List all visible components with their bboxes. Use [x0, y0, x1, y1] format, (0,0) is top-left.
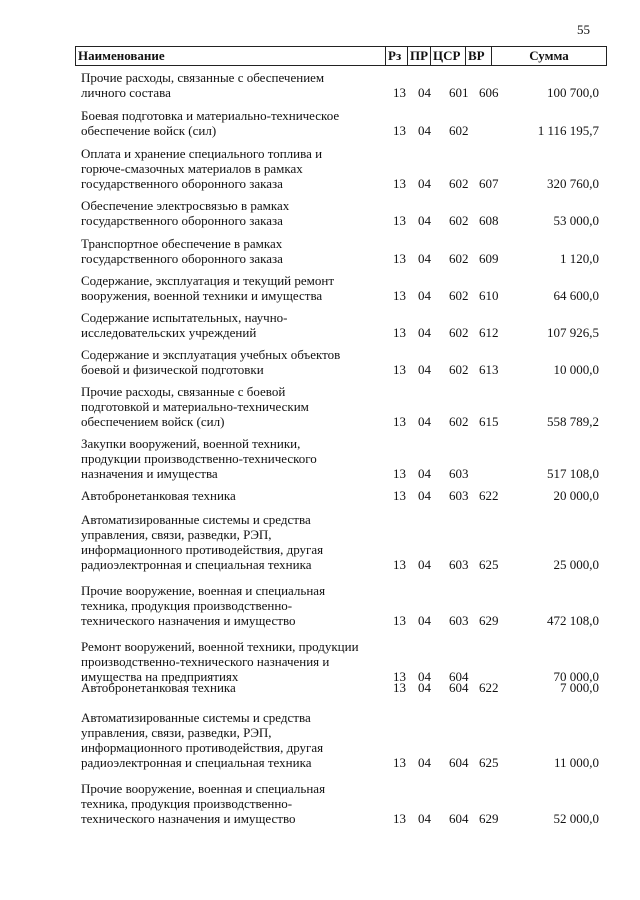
- row-rz: 13: [393, 811, 406, 826]
- row-rz: 13: [393, 488, 406, 503]
- row-name: Закупки вооружений, военной техники, продукции производственно-технического назначения и имущества: [81, 436, 317, 481]
- row-vr: 607: [479, 176, 499, 191]
- table-row: [75, 710, 607, 770]
- row-vr: 629: [479, 811, 499, 826]
- row-vr: 629: [479, 613, 499, 628]
- row-name: Оплата и хранение специального топлива и горюче-смазочных материалов в рамках государственного оборонного заказа: [81, 146, 323, 191]
- header-pr: ПР: [408, 47, 431, 65]
- row-vr: 612: [479, 325, 499, 340]
- table-header: [75, 46, 607, 66]
- header-name: Наименование: [76, 47, 386, 65]
- table-row: [75, 488, 607, 503]
- row-csr: 602: [449, 123, 469, 138]
- row-rz: 13: [393, 325, 406, 340]
- row-name: Прочие расходы, связанные с боевой подготовкой и материально-техническим обеспечением войск (сил): [81, 384, 309, 429]
- row-rz: 13: [393, 557, 406, 572]
- row-pr: 04: [418, 288, 431, 303]
- header-rz: Рз: [386, 47, 408, 65]
- row-name: Автобронетанковая техника: [81, 680, 236, 695]
- row-sum: 107 926,5: [547, 325, 599, 340]
- row-pr: 04: [418, 755, 431, 770]
- header-vr: ВР: [466, 47, 492, 65]
- header-csr: ЦСР: [431, 47, 466, 65]
- row-rz: 13: [393, 669, 406, 684]
- table-row: [75, 273, 607, 303]
- row-name: Ремонт вооружений, военной техники, продукции производственно-технического назначения и имущества на предприятиях: [81, 639, 359, 684]
- row-name: Автоматизированные системы и средства управления, связи, разведки, РЭП, информационного противодействия, другая радиоэлектронная и специальная техника: [81, 710, 324, 770]
- row-pr: 04: [418, 669, 431, 684]
- table-row: [75, 347, 607, 377]
- header-sum: Сумма: [529, 48, 569, 63]
- row-csr: 602: [449, 325, 469, 340]
- row-pr: 04: [418, 557, 431, 572]
- row-rz: 13: [393, 466, 406, 481]
- row-csr: 604: [449, 680, 469, 695]
- row-csr: 604: [449, 811, 469, 826]
- table-row: [75, 680, 607, 695]
- row-vr: 625: [479, 557, 499, 572]
- table-row: [75, 384, 607, 429]
- row-rz: 13: [393, 288, 406, 303]
- row-name: Содержание, эксплуатация и текущий ремонт вооружения, военной техники и имущества: [81, 273, 335, 303]
- row-rz: 13: [393, 613, 406, 628]
- row-csr: 602: [449, 176, 469, 191]
- row-sum: 11 000,0: [553, 755, 599, 770]
- row-csr: 602: [449, 414, 469, 429]
- row-pr: 04: [418, 85, 431, 100]
- row-name: Обеспечение электросвязью в рамках государственного оборонного заказа: [81, 198, 290, 228]
- row-rz: 13: [393, 362, 406, 377]
- row-vr: 615: [479, 414, 499, 429]
- row-pr: 04: [418, 362, 431, 377]
- row-pr: 04: [418, 488, 431, 503]
- row-rz: 13: [393, 85, 406, 100]
- row-rz: 13: [393, 123, 406, 138]
- row-vr: 606: [479, 85, 499, 100]
- row-sum: 25 000,0: [553, 557, 599, 572]
- row-pr: 04: [418, 680, 431, 695]
- row-vr: 622: [479, 488, 499, 503]
- row-rz: 13: [393, 680, 406, 695]
- row-name: Транспортное обеспечение в рамках государственного оборонного заказа: [81, 236, 283, 266]
- row-name: Автобронетанковая техника: [81, 488, 236, 503]
- table-row: [75, 146, 607, 191]
- row-vr: 608: [479, 213, 499, 228]
- page-number: 55: [577, 22, 590, 37]
- table-row: [75, 781, 607, 826]
- row-vr: 622: [479, 680, 499, 695]
- row-name: Содержание и эксплуатация учебных объектов боевой и физической подготовки: [81, 347, 341, 377]
- row-rz: 13: [393, 251, 406, 266]
- row-sum: 320 760,0: [547, 176, 599, 191]
- row-csr: 601: [449, 85, 469, 100]
- row-csr: 604: [449, 755, 469, 770]
- row-pr: 04: [418, 251, 431, 266]
- row-vr: 625: [479, 755, 499, 770]
- row-vr: 609: [479, 251, 499, 266]
- row-pr: 04: [418, 414, 431, 429]
- row-pr: 04: [418, 123, 431, 138]
- row-csr: 603: [449, 488, 469, 503]
- row-csr: 603: [449, 466, 469, 481]
- row-sum: 1 120,0: [560, 251, 599, 266]
- table-row: [75, 583, 607, 628]
- row-csr: 602: [449, 362, 469, 377]
- row-name: Прочие расходы, связанные с обеспечением личного состава: [81, 70, 325, 100]
- row-vr: 613: [479, 362, 499, 377]
- row-sum: 20 000,0: [553, 488, 599, 503]
- row-rz: 13: [393, 176, 406, 191]
- row-name: Автоматизированные системы и средства управления, связи, разведки, РЭП, информационного противодействия, другая радиоэлектронная и специальная техника: [81, 512, 324, 572]
- row-csr: 603: [449, 557, 469, 572]
- row-csr: 604: [449, 669, 469, 684]
- row-name: Прочие вооружение, военная и специальная техника, продукция производственно- технического назначения и имущество: [81, 583, 326, 628]
- row-sum: 1 116 195,7: [537, 123, 599, 138]
- row-pr: 04: [418, 466, 431, 481]
- row-sum: 10 000,0: [553, 362, 599, 377]
- row-csr: 602: [449, 288, 469, 303]
- row-pr: 04: [418, 176, 431, 191]
- row-rz: 13: [393, 755, 406, 770]
- table-row: [75, 236, 607, 266]
- row-pr: 04: [418, 213, 431, 228]
- row-sum: 52 000,0: [553, 811, 599, 826]
- row-pr: 04: [418, 325, 431, 340]
- row-csr: 602: [449, 213, 469, 228]
- row-name: Прочие вооружение, военная и специальная техника, продукция производственно- технического назначения и имущество: [81, 781, 326, 826]
- row-name: Боевая подготовка и материально-техническое обеспечение войск (сил): [81, 108, 340, 138]
- row-sum: 558 789,2: [547, 414, 599, 429]
- row-pr: 04: [418, 613, 431, 628]
- table-row: [75, 198, 607, 228]
- row-csr: 603: [449, 613, 469, 628]
- row-pr: 04: [418, 811, 431, 826]
- row-rz: 13: [393, 213, 406, 228]
- row-vr: 610: [479, 288, 499, 303]
- table-row: [75, 70, 607, 100]
- row-sum: 472 108,0: [547, 613, 599, 628]
- table-row: [75, 310, 607, 340]
- row-csr: 602: [449, 251, 469, 266]
- row-sum: 517 108,0: [547, 466, 599, 481]
- table-row: [75, 436, 607, 481]
- row-sum: 64 600,0: [553, 288, 599, 303]
- table-row: [75, 512, 607, 572]
- table-row: [75, 639, 607, 684]
- row-sum: 53 000,0: [553, 213, 599, 228]
- row-sum: 7 000,0: [560, 680, 599, 695]
- table-row: [75, 108, 607, 138]
- row-sum: 100 700,0: [547, 85, 599, 100]
- row-name: Содержание испытательных, научно- исследовательских учреждений: [81, 310, 288, 340]
- row-rz: 13: [393, 414, 406, 429]
- row-sum: 70 000,0: [553, 669, 599, 684]
